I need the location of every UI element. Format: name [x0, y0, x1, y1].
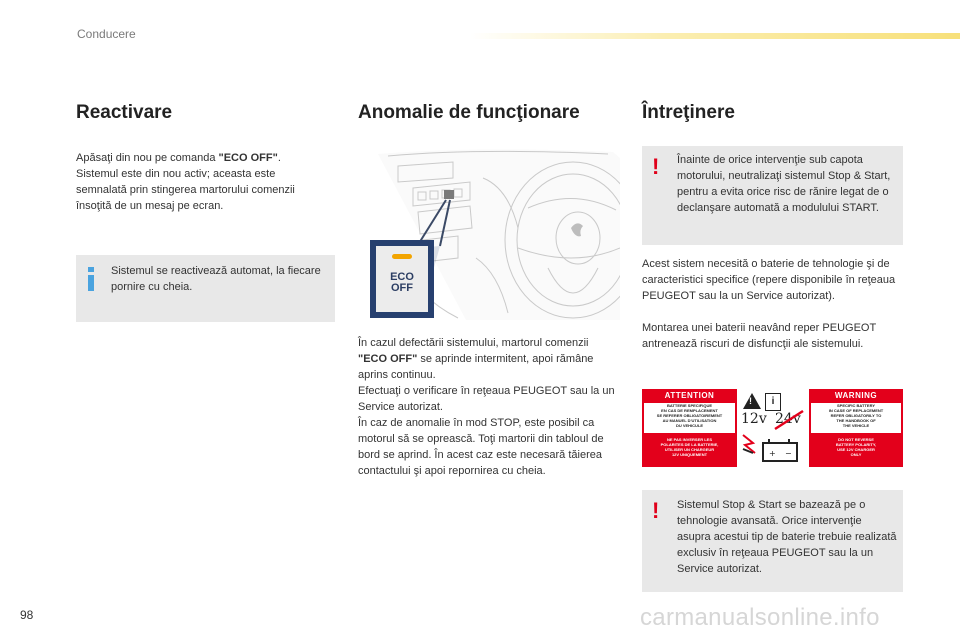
svg-text:−: −: [785, 449, 792, 458]
label-center-panel: ! i 12v 24v + −: [737, 389, 809, 467]
eco-off-label-1: ECO: [390, 271, 414, 283]
warning-icon: !: [652, 498, 660, 523]
anomalie-title: Anomalie de funcţionare: [358, 102, 580, 123]
info-icon: [88, 267, 94, 291]
label-right-panel: WARNING SPECIFIC BATTERY IN CASE OF REPLACEMENT REFER OBLIGATORILY TO THE HANDBOOK OF THE VEHICLE DO NOT REVERSE BATTERY POLARITY, USE 12V CHARGER ONLY: [809, 389, 903, 467]
anomalie-paragraph-1: În cazul defectării sistemului, martorul comenzii "ECO OFF" se aprinde intermitent, apoi rămâne aprins continuu.: [358, 337, 594, 381]
warning-box-1: [642, 146, 903, 245]
label-right-bottom: DO NOT REVERSE BATTERY POLARITY, USE 12V CHARGER ONLY: [835, 437, 877, 457]
warning-triangle-icon: [743, 393, 761, 409]
label-left-panel: ATTENTION BATTERIE SPECIFIQUE EN CAS DE REMPLACEMENT SE REFERER OBLIGATOIREMENT AU MANUEL D'UTILISATION DU VEHICULE NE PAS INVERSER LES POLARITES DE LA BATTERIE, UTILISER UN CHARGEUR 12V UNIQUEMENT: [642, 389, 737, 467]
label-left-top: BATTERIE SPECIFIQUE EN CAS DE REMPLACEMENT SE REFERER OBLIGATOIREMENT AU MANUEL D'UTILISATION DU VEHICULE: [644, 403, 735, 433]
svg-text:+: +: [769, 449, 776, 458]
label-right-top: SPECIFIC BATTERY IN CASE OF REPLACEMENT REFER OBLIGATORILY TO THE HANDBOOK OF THE VEHICLE: [811, 403, 901, 433]
header-gradient-bar: [470, 33, 960, 39]
label-left-bottom: NE PAS INVERSER LES POLARITES DE LA BATTERIE, UTILISER UN CHARGEUR 12V UNIQUEMENT: [660, 437, 719, 457]
page-number: 98: [20, 608, 34, 622]
eco-off-button-inset: [370, 240, 434, 318]
battery-warning-label: [642, 389, 903, 467]
eco-off-label-2: OFF: [391, 282, 413, 294]
manual-icon: i: [765, 393, 781, 411]
reactivare-title: Reactivare: [76, 102, 173, 123]
intretinere-title: Întreţinere: [642, 102, 735, 123]
info-text: Sistemul se reactivează automat, la fiecare pornire cu cheia.: [111, 265, 321, 293]
watermark: carmanualsonline.info: [640, 604, 880, 631]
reactivare-paragraph: Apăsaţi din nou pe comanda "ECO OFF". Sistemul este din nou activ; aceasta este semnalată prin stingerea martorului comenzii însoţită de un mesaj pe ecran.: [76, 152, 295, 212]
label-24v: 24v: [775, 411, 801, 427]
warning-text-2: Sistemul Stop & Start se bazează pe o tehnologie avansată. Orice intervenţie asupra acestui tip de baterie trebuie realizată exclusiv în reţeaua PEUGEOT sau la un Service autorizat.: [677, 499, 897, 575]
info-box: [76, 255, 335, 322]
no-24v-icon: [773, 409, 805, 431]
battery-charger-icon: [741, 431, 805, 465]
anomalie-paragraph-2: Efectuaţi o verificare în reţeaua PEUGEOT sau la un Service autorizat.: [358, 385, 615, 413]
warning-text-1: Înainte de orice intervenţie sub capota motorului, neutralizaţi sistemul Stop & Start, pentru a evita orice risc de rănire legat de o declanşare automată a modulului START.: [677, 154, 891, 214]
dashboard-illustration: [358, 148, 620, 320]
section-header: Conducere: [77, 27, 136, 41]
intretinere-paragraph-1: Acest sistem necesită o baterie de tehnologie şi de caracteristici specifice (repere disponibile în reţeaua PEUGEOT sau la un Service autorizat).: [642, 258, 896, 302]
eco-off-led: [392, 254, 412, 259]
warning-icon: !: [652, 154, 660, 179]
label-12v: 12v: [741, 411, 767, 427]
anomalie-paragraph-3: În caz de anomalie în mod STOP, este posibil ca motorul să se oprească. Toţi martorii din tabloul de bord se aprind. În acest caz este necesară tăierea contactului şi apoi repornirea cu cheia.: [358, 417, 604, 477]
warning-box-2: [642, 490, 903, 592]
intretinere-paragraph-2: Montarea unei baterii neavând reper PEUGEOT antrenează riscuri de disfuncţii ale sistemului.: [642, 322, 876, 350]
